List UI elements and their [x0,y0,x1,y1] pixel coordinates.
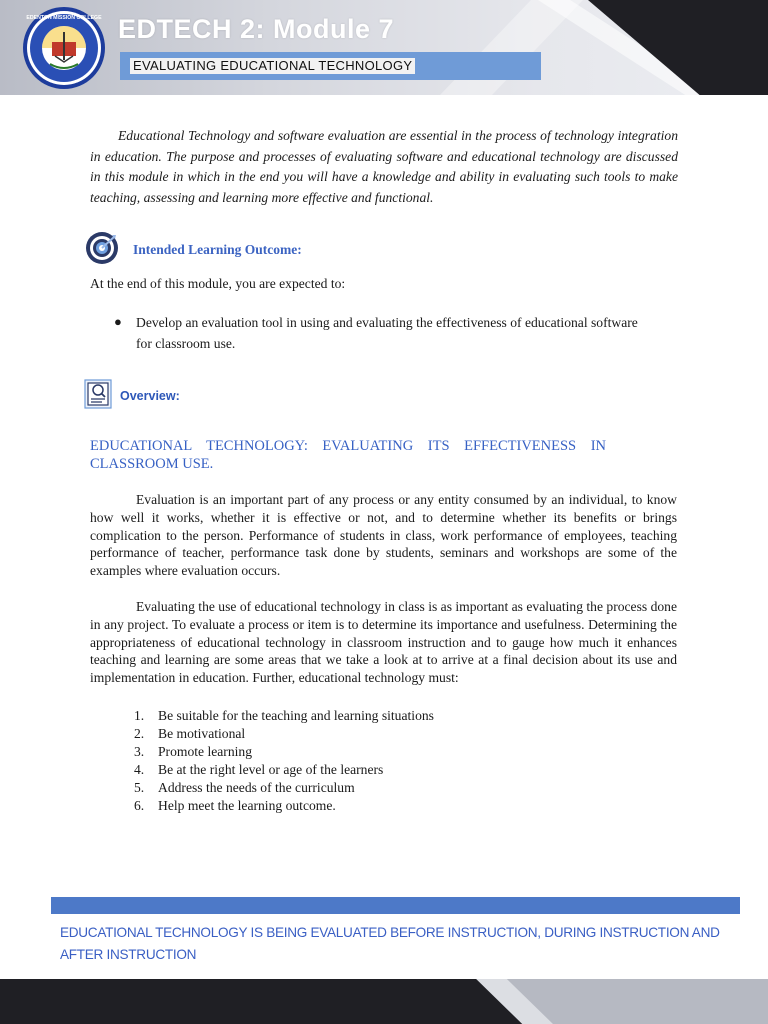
expectation-text: At the end of this module, you are expected to: [90,276,346,291]
list-text: Be suitable for the teaching and learning situations [158,708,434,723]
page-title: EDTECH 2: Module 7 [118,14,395,44]
list-number: 2. [134,726,145,741]
paragraph-edtech [90,598,677,687]
list-text: Be at the right level or age of the learners [158,762,384,777]
criteria-list [134,707,434,815]
list-text: Be motivational [158,726,246,741]
paragraph-text: Evaluation is an important part of any process or any entity consumed by an individual, to know how well it works, whether it is effective or not, and to determine whether its benefits or brings complication to the person. Performance of students in class, work performance of employees, teaching performance of teacher, performance task done by students, seminars and workshops are some of the examples where evaluation occurs. [90,492,677,579]
list-item [134,779,434,797]
list-text: Help meet the learning outcome. [158,798,336,813]
module-subtitle: EVALUATING EDUCATIONAL TECHNOLOGY [130,58,415,74]
target-icon [85,231,119,265]
subtitle-bar [120,52,541,80]
page-footer-band [0,979,768,1024]
list-text: Promote learning [158,744,253,759]
list-number: 1. [134,708,145,723]
list-item [134,707,434,725]
list-text: Address the needs of the curriculum [158,780,355,795]
intro-text: Educational Technology and software evaluation are essential in the process of technology integration in education. The purpose and processes of evaluating software and educational technology are discussed in this module in which in the end you will have a knowledge and ability in evaluating such tools to make teaching, assessing and learning more effective and functional. [90,128,678,205]
list-item [134,761,434,779]
list-item [134,725,434,743]
list-item [134,743,434,761]
section-heading: EDUCATIONAL TECHNOLOGY: EVALUATING ITS EFFECTIVENESS IN CLASSROOM USE. [90,438,606,472]
footer-divider-bar [51,897,740,914]
intro-paragraph [90,126,678,208]
overview-heading: Overview: [120,389,180,403]
ilo-heading: Intended Learning Outcome: [133,242,302,257]
logo-text: EDENTON MISSION COLLEGE [26,15,102,21]
list-number: 4. [134,762,145,777]
list-number: 6. [134,798,145,813]
page-header [0,0,768,95]
document-search-icon [84,379,112,409]
list-item [134,797,434,815]
paragraph-evaluation [90,491,677,580]
list-number: 5. [134,780,145,795]
paragraph-text: Evaluating the use of educational technology in class is as important as evaluating the process done in any project. To evaluate a process or item is to determine its importance and usefulness. Determining the appropriateness of educational technology in classroom instruction and to gauge how much it enhances teaching and learning are some areas that we take a look at to arrive at a final decision about its use and implementation in education. Further, educational technology must: [90,599,677,686]
footer-callout: EDUCATIONAL TECHNOLOGY IS BEING EVALUATED BEFORE INSTRUCTION, DURING INSTRUCTION AND AFTER INSTRUCTION [60,925,720,962]
college-seal-logo [22,6,106,90]
outcome-text: Develop an evaluation tool in using and evaluating the effectiveness of educational software for classroom use. [136,315,638,351]
list-number: 3. [134,744,145,759]
bullet-dot-icon: ● [114,314,122,329]
